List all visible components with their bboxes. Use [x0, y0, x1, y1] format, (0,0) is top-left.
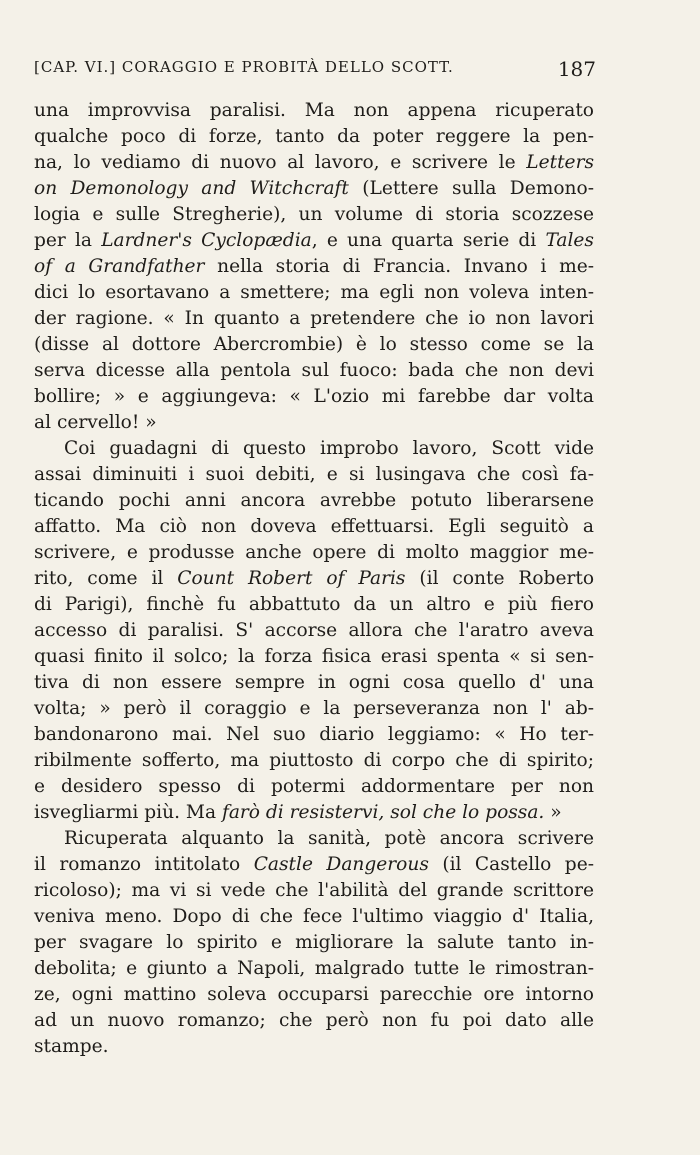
text-line: ad un nuovo romanzo; che però non fu poi dato alle	[34, 1010, 594, 1031]
text-line: bandonarono mai. Nel suo diario leggiamo: « Ho ter-	[34, 724, 594, 745]
text-line: per svagare lo spirito e migliorare la salute tanto in-	[34, 932, 594, 953]
text-line: assai diminuiti i suoi debiti, e si lusingava che così fa-	[34, 464, 594, 485]
text-line: di Parigi), finchè fu abbattuto da un altro e più fiero	[34, 594, 594, 615]
book-title-grandfather: of a Grandfather	[34, 256, 205, 277]
paragraph-1	[34, 98, 594, 436]
text-run: isvegliarmi più. Ma	[34, 802, 222, 823]
page-header	[34, 58, 596, 88]
text-line: stampe.	[34, 1036, 109, 1057]
body-text	[34, 98, 594, 1060]
text-run: nella storia di Francia. Invano i me-	[204, 256, 594, 277]
paragraph-2	[34, 436, 594, 826]
text-run: rito, come il	[34, 568, 178, 589]
text-line	[34, 852, 594, 878]
book-title-castle-dangerous: Castle Dangerous	[253, 854, 429, 875]
text-run: il romanzo intitolato	[34, 854, 254, 875]
text-line	[34, 176, 594, 202]
book-title-tales: Tales	[545, 230, 594, 251]
text-line	[34, 254, 594, 280]
text-line: e desidero spesso di potermi addormentare per non	[34, 776, 594, 797]
text-run: (il conte Roberto	[405, 568, 595, 589]
text-line	[34, 150, 594, 176]
text-line: logia e sulle Stregherie), un volume di storia scozzese	[34, 204, 594, 225]
text-line: quasi finito il solco; la forza fisica erasi spenta « si sen-	[34, 646, 594, 667]
page-number: 187	[557, 57, 596, 81]
text-run: (il Castello pe-	[428, 854, 594, 875]
paragraph-3	[34, 826, 594, 1060]
text-line: veniva meno. Dopo di che fece l'ultimo viaggio d' Italia,	[34, 906, 594, 927]
text-line: affatto. Ma ciò non doveva effettuarsi. Egli seguitò a	[34, 516, 594, 537]
text-line: accesso di paralisi. S' accorse allora che l'aratro aveva	[34, 620, 594, 641]
text-line: qualche poco di forze, tanto da poter reggere la pen-	[34, 126, 594, 147]
book-title-count-robert: Count Robert of Paris	[177, 568, 406, 589]
text-line: ze, ogni mattino soleva occuparsi parecchie ore intorno	[34, 984, 594, 1005]
text-line: Coi guadagni di questo improbo lavoro, Scott vide	[64, 438, 594, 459]
text-line: una improvvisa paralisi. Ma non appena ricuperato	[34, 100, 594, 121]
book-title-demonology: on Demonology and Witchcraft	[34, 178, 349, 199]
text-line: ribilmente sofferto, ma piuttosto di corpo che di spirito;	[34, 750, 594, 771]
text-run: »	[544, 802, 562, 823]
diary-quote: farò di resistervi, sol che lo possa.	[221, 802, 545, 823]
book-title-letters: Letters	[526, 152, 594, 173]
text-line: Ricuperata alquanto la sanità, potè ancora scrivere	[64, 828, 594, 849]
text-line: ticando pochi anni ancora avrebbe potuto liberarsene	[34, 490, 594, 511]
text-line	[34, 800, 594, 826]
text-line: volta; » però il coraggio e la perseveranza non l' ab-	[34, 698, 594, 719]
text-line	[34, 566, 594, 592]
text-line: debolita; e giunto a Napoli, malgrado tutte le rimostran-	[34, 958, 594, 979]
text-line: tiva di non essere sempre in ogni cosa quello d' una	[34, 672, 594, 693]
text-line: der ragione. « In quanto a pretendere che io non lavori	[34, 308, 594, 329]
text-line: (disse al dottore Abercrombie) è lo stesso come se la	[34, 334, 594, 355]
text-run: na, lo vediamo di nuovo al lavoro, e scrivere le	[34, 152, 527, 173]
text-run: (Lettere sulla Demono-	[348, 178, 594, 199]
text-line	[34, 228, 594, 254]
text-line: ricoloso); ma vi si vede che l'abilità del grande scrittore	[34, 880, 594, 901]
text-line: al cervello! »	[34, 412, 157, 433]
text-line: bollire; » e aggiungeva: « L'ozio mi farebbe dar volta	[34, 386, 594, 407]
text-line: dici lo esortavano a smettere; ma egli non voleva inten-	[34, 282, 594, 303]
text-line: serva dicesse alla pentola sul fuoco: bada che non devi	[34, 360, 594, 381]
book-title-cyclopaedia: Lardner's Cyclopædia	[101, 230, 312, 251]
running-title: [CAP. VI.] CORAGGIO E PROBITÀ DELLO SCOTT.	[34, 58, 454, 76]
text-run: per la	[34, 230, 102, 251]
text-run: , e una quarta serie di	[311, 230, 546, 251]
text-line: scrivere, e produsse anche opere di molto maggior me-	[34, 542, 594, 563]
